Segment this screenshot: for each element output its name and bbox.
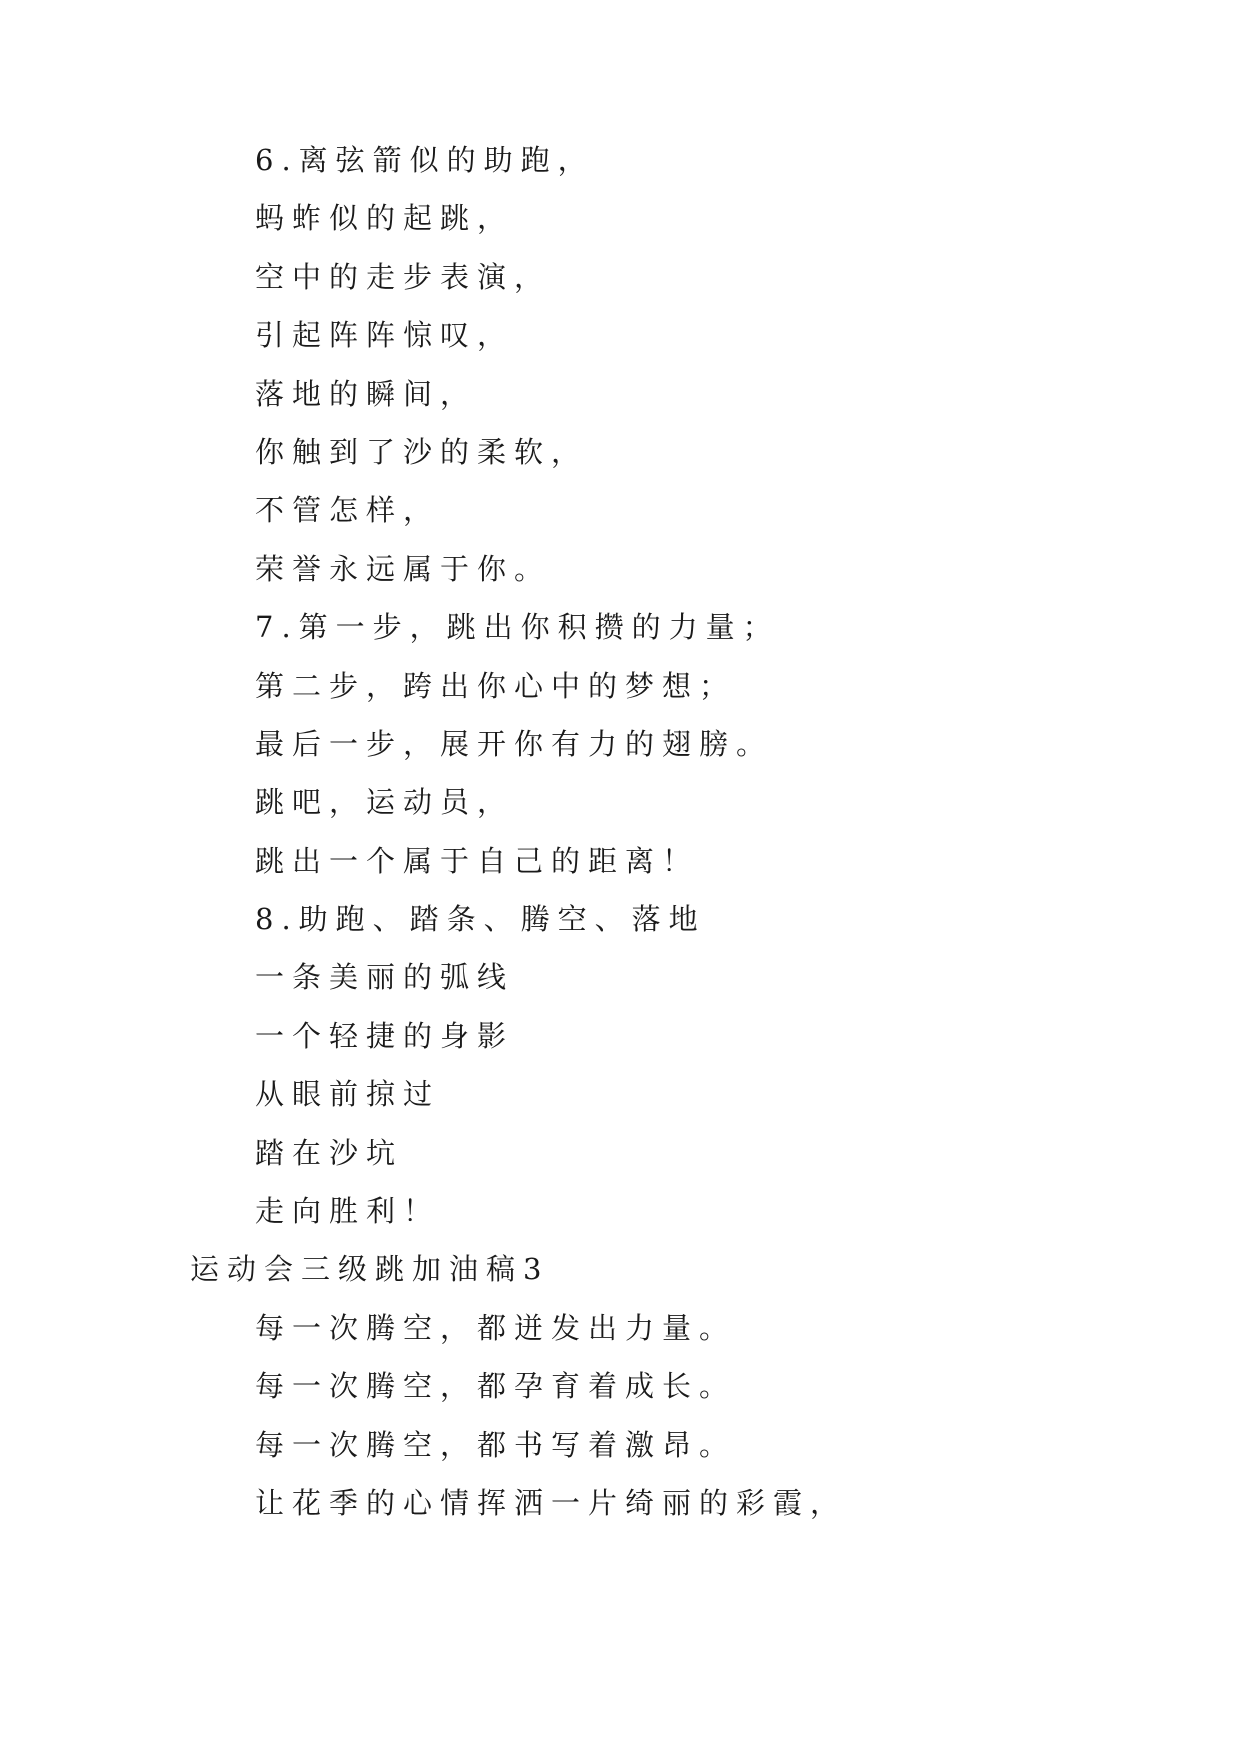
poem-line: 踏在沙坑 <box>255 1135 404 1170</box>
poem-line: 荣誉永远属于你。 <box>255 551 552 586</box>
poem-line: 引起阵阵惊叹， <box>255 317 515 352</box>
poem-line: 每一次腾空，都书写着激昂。 <box>255 1427 737 1462</box>
poem-line: 落地的瞬间， <box>255 376 478 411</box>
poem-line: 每一次腾空，都迸发出力量。 <box>255 1310 737 1345</box>
poem-line: 6.离弦箭似的助跑， <box>255 142 595 177</box>
poem-line: 最后一步，展开你有力的翅膀。 <box>255 726 774 761</box>
poem-line: 第二步，跨出你心中的梦想； <box>255 668 737 703</box>
poem-line: 不管怎样， <box>255 493 441 528</box>
poem-line: 走向胜利！ <box>255 1193 441 1228</box>
section-heading: 运动会三级跳加油稿3 <box>190 1252 550 1287</box>
poem-line: 跳出一个属于自己的距离！ <box>255 843 700 878</box>
poem-line: 让花季的心情挥洒一片绮丽的彩霞， <box>255 1485 848 1520</box>
poem-line: 一个轻捷的身影 <box>255 1018 515 1053</box>
poem-line: 一条美丽的弧线 <box>255 960 515 995</box>
poem-line: 7.第一步，跳出你积攒的力量； <box>255 609 780 644</box>
poem-line: 跳吧，运动员， <box>255 785 515 820</box>
poem-line: 从眼前掠过 <box>255 1077 441 1112</box>
poem-line: 每一次腾空，都孕育着成长。 <box>255 1369 737 1404</box>
poem-line: 蚂蚱似的起跳， <box>255 201 515 236</box>
poem-line: 8.助跑、踏条、腾空、落地 <box>255 901 706 936</box>
poem-text-block <box>0 142 1241 1561</box>
poem-line: 空中的走步表演， <box>255 259 552 294</box>
poem-line: 你触到了沙的柔软， <box>255 434 589 469</box>
